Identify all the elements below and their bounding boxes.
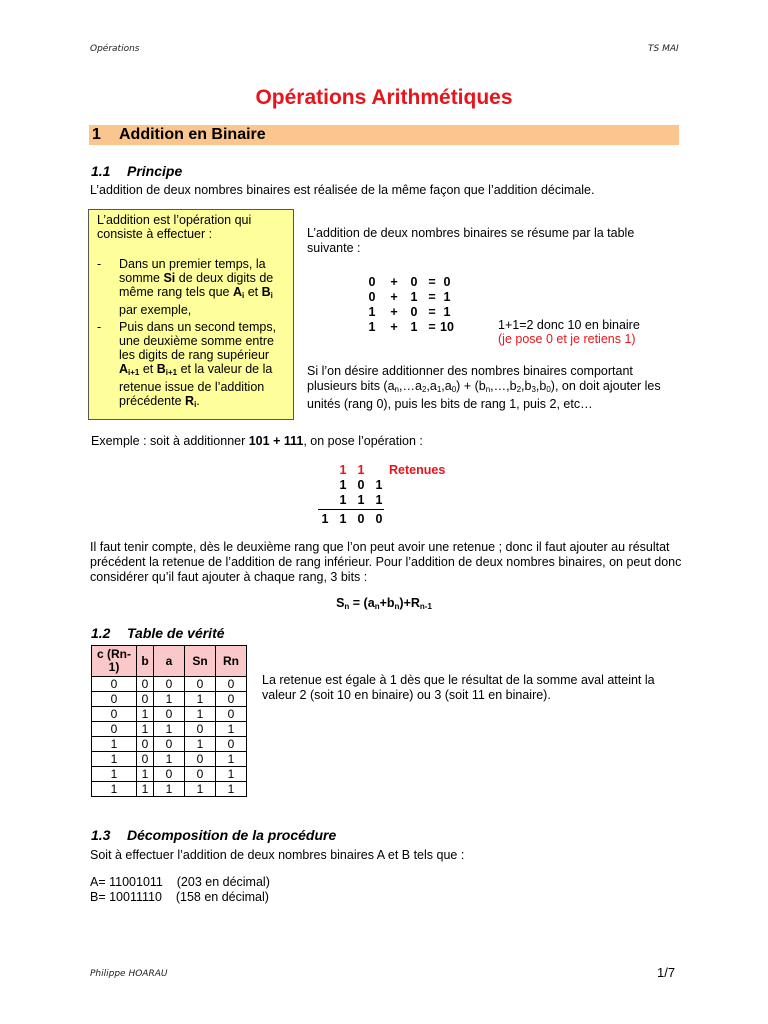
truth-table-cell: 0	[92, 722, 137, 737]
truth-table-cell: 1	[185, 692, 216, 707]
multi-bit-paragraph: Si l’on désire additionner des nombres binaires comportant plusieurs bits $(a_n,\dots a_2,a_1,a_0)$ + $(b_n,\dots,b_2,b_3,b_0)$, on doit ajouter les unités (rang 0), puis les bits de rang 1, puis 2, etc…	[307, 364, 661, 411]
box-item-2-text: Puis dans un second temps, une deuxième somme entre les digits de rang supérieur $A_{i+1}$ et $B_{i+1}$ et la valeur de la retenue issue de l’addition précédente $R_i$.	[119, 320, 277, 409]
principe-intro: L’addition de deux nombres binaires est réalisée de la même façon que l’addition décimale.	[90, 183, 595, 197]
operand-b-line: B= 10011110 (158 en décimal)	[90, 890, 269, 904]
operand-digit: 1	[339, 493, 347, 507]
truth-table-cell: 1	[185, 737, 216, 752]
subsection-number: 1.2	[91, 625, 111, 641]
truth-table	[91, 645, 247, 797]
column-header: c (Rn-1)	[92, 646, 137, 677]
sum-formula: $S_n = (a_n+b_n)+R_{n-1}$	[336, 596, 432, 611]
truth-table-cell: 1	[92, 752, 137, 767]
operand-digit: 1	[339, 478, 347, 492]
truth-table-cell: 1	[154, 722, 185, 737]
subsection-number: 1.3	[91, 827, 111, 843]
footer-author: Philippe HOARAU	[90, 969, 168, 979]
sum-line	[318, 509, 384, 510]
truth-table-cell: 1	[92, 782, 137, 797]
page-title: Opérations Arithmétiques	[255, 86, 513, 109]
truth-table-cell: 1	[216, 782, 247, 797]
result-digit: 0	[375, 512, 383, 526]
header-right: TS MAI	[648, 44, 679, 54]
truth-table-cell: 1	[137, 782, 154, 797]
truth-table-cell: 1	[185, 782, 216, 797]
truth-table-header	[92, 646, 247, 677]
truth-table-cell: 0	[216, 692, 247, 707]
bullet-dash: -	[97, 257, 102, 271]
truth-table-cell: 0	[137, 752, 154, 767]
truth-table-cell: 1	[137, 707, 154, 722]
section-title: Addition en Binaire	[119, 126, 266, 143]
truth-table-row	[92, 707, 247, 722]
box-intro: L’addition est l’opération qui consiste à effectuer :	[97, 213, 252, 241]
truth-table-cell: 0	[154, 767, 185, 782]
truth-table-cell: 1	[216, 722, 247, 737]
truth-table-cell: 1	[137, 767, 154, 782]
subsection-title: Table de vérité	[127, 625, 225, 641]
subsection-1-2-heading	[91, 625, 225, 641]
carry-note: (je pose 0 et je retiens 1)	[498, 332, 636, 346]
truth-table-cell: 0	[185, 752, 216, 767]
truth-table-row	[92, 782, 247, 797]
bullet-dash: -	[97, 320, 102, 334]
truth-table-cell: 0	[216, 677, 247, 692]
operand-a-line: A= 11001011 (203 en décimal)	[90, 875, 270, 889]
table-intro: L’addition de deux nombres binaires se résume par la table suivante :	[307, 226, 635, 255]
operand-digit: 1	[375, 493, 383, 507]
truth-table-cell: 0	[154, 737, 185, 752]
truth-table-cell: 0	[92, 677, 137, 692]
truth-table-cell: 0	[216, 707, 247, 722]
column-header: Sn	[185, 646, 216, 677]
truth-table-row	[92, 737, 247, 752]
box-item-1-text: Dans un premier temps, la somme Si de deux digits de même rang tels que $A_i$ et $B_i$ par exemple,	[119, 257, 274, 317]
truth-table-row	[92, 692, 247, 707]
truth-table-cell: 0	[137, 692, 154, 707]
column-header: b	[137, 646, 154, 677]
carry-explanation: La retenue est égale à 1 dès que le résultat de la somme aval atteint la valeur 2 (soit 10 en binaire) ou 3 (soit 11 en binaire).	[262, 673, 655, 702]
header-left: Opérations	[90, 44, 140, 54]
subsection-1-1-heading	[91, 163, 182, 179]
subsection-number: 1.1	[91, 163, 111, 179]
operand-digit: 1	[375, 478, 383, 492]
truth-table-cell: 0	[137, 677, 154, 692]
column-header: a	[154, 646, 185, 677]
truth-table-cell: 0	[137, 737, 154, 752]
truth-table-cell: 1	[185, 707, 216, 722]
section-number: 1	[92, 126, 101, 143]
carry-paragraph: Il faut tenir compte, dès le deuxième rang que l’on peut avoir une retenue ; donc il faut ajouter au résultat précédent la retenue de l’addition de rang inférieur. Pour l’addition de deux nombres binaires, on peut donc considérer qu’il faut ajouter à chaque rang, 3 bits :	[90, 540, 682, 584]
truth-table-cell: 1	[216, 752, 247, 767]
truth-table-row	[92, 767, 247, 782]
truth-table-cell: 1	[92, 767, 137, 782]
truth-table-row	[92, 677, 247, 692]
result-digit: 1	[339, 512, 347, 526]
truth-table-cell: 1	[154, 782, 185, 797]
truth-table-cell: 0	[216, 737, 247, 752]
subsection-1-3-heading	[91, 827, 336, 843]
operand-digit: 1	[357, 493, 365, 507]
result-digit: 1	[321, 512, 329, 526]
box-item-2	[97, 320, 291, 410]
truth-table-cell: 1	[216, 767, 247, 782]
truth-table-cell: 1	[92, 737, 137, 752]
box-item-1	[97, 257, 291, 319]
addition-note: 1+1=2 donc 10 en binaire	[498, 318, 640, 332]
truth-table-cell: 0	[92, 707, 137, 722]
truth-table-cell: 1	[137, 722, 154, 737]
carry-label: Retenues	[389, 463, 446, 477]
section-1-heading	[89, 125, 679, 145]
truth-table-cell: 1	[154, 692, 185, 707]
truth-table-row	[92, 752, 247, 767]
truth-table-cell: 0	[154, 707, 185, 722]
carry-digit: 1	[357, 463, 365, 477]
example-intro: Exemple : soit à additionner 101 + 111, on pose l’opération :	[91, 434, 423, 448]
truth-table-cell: 0	[185, 677, 216, 692]
truth-table-cell: 0	[185, 767, 216, 782]
column-header: Rn	[216, 646, 247, 677]
operand-digit: 0	[357, 478, 365, 492]
truth-table-cell: 0	[154, 677, 185, 692]
subsection-title: Principe	[127, 163, 183, 179]
truth-table-cell: 0	[185, 722, 216, 737]
subsection-title: Décomposition de la procédure	[127, 827, 337, 843]
definition-box	[88, 209, 294, 420]
result-digit: 0	[357, 512, 365, 526]
truth-table-cell: 1	[154, 752, 185, 767]
carry-digit: 1	[339, 463, 347, 477]
truth-table-row	[92, 722, 247, 737]
procedure-intro: Soit à effectuer l’addition de deux nombres binaires A et B tels que :	[90, 848, 465, 862]
truth-table-cell: 0	[92, 692, 137, 707]
binary-sum-operation	[318, 463, 388, 529]
page-number: 1/7	[657, 965, 676, 980]
